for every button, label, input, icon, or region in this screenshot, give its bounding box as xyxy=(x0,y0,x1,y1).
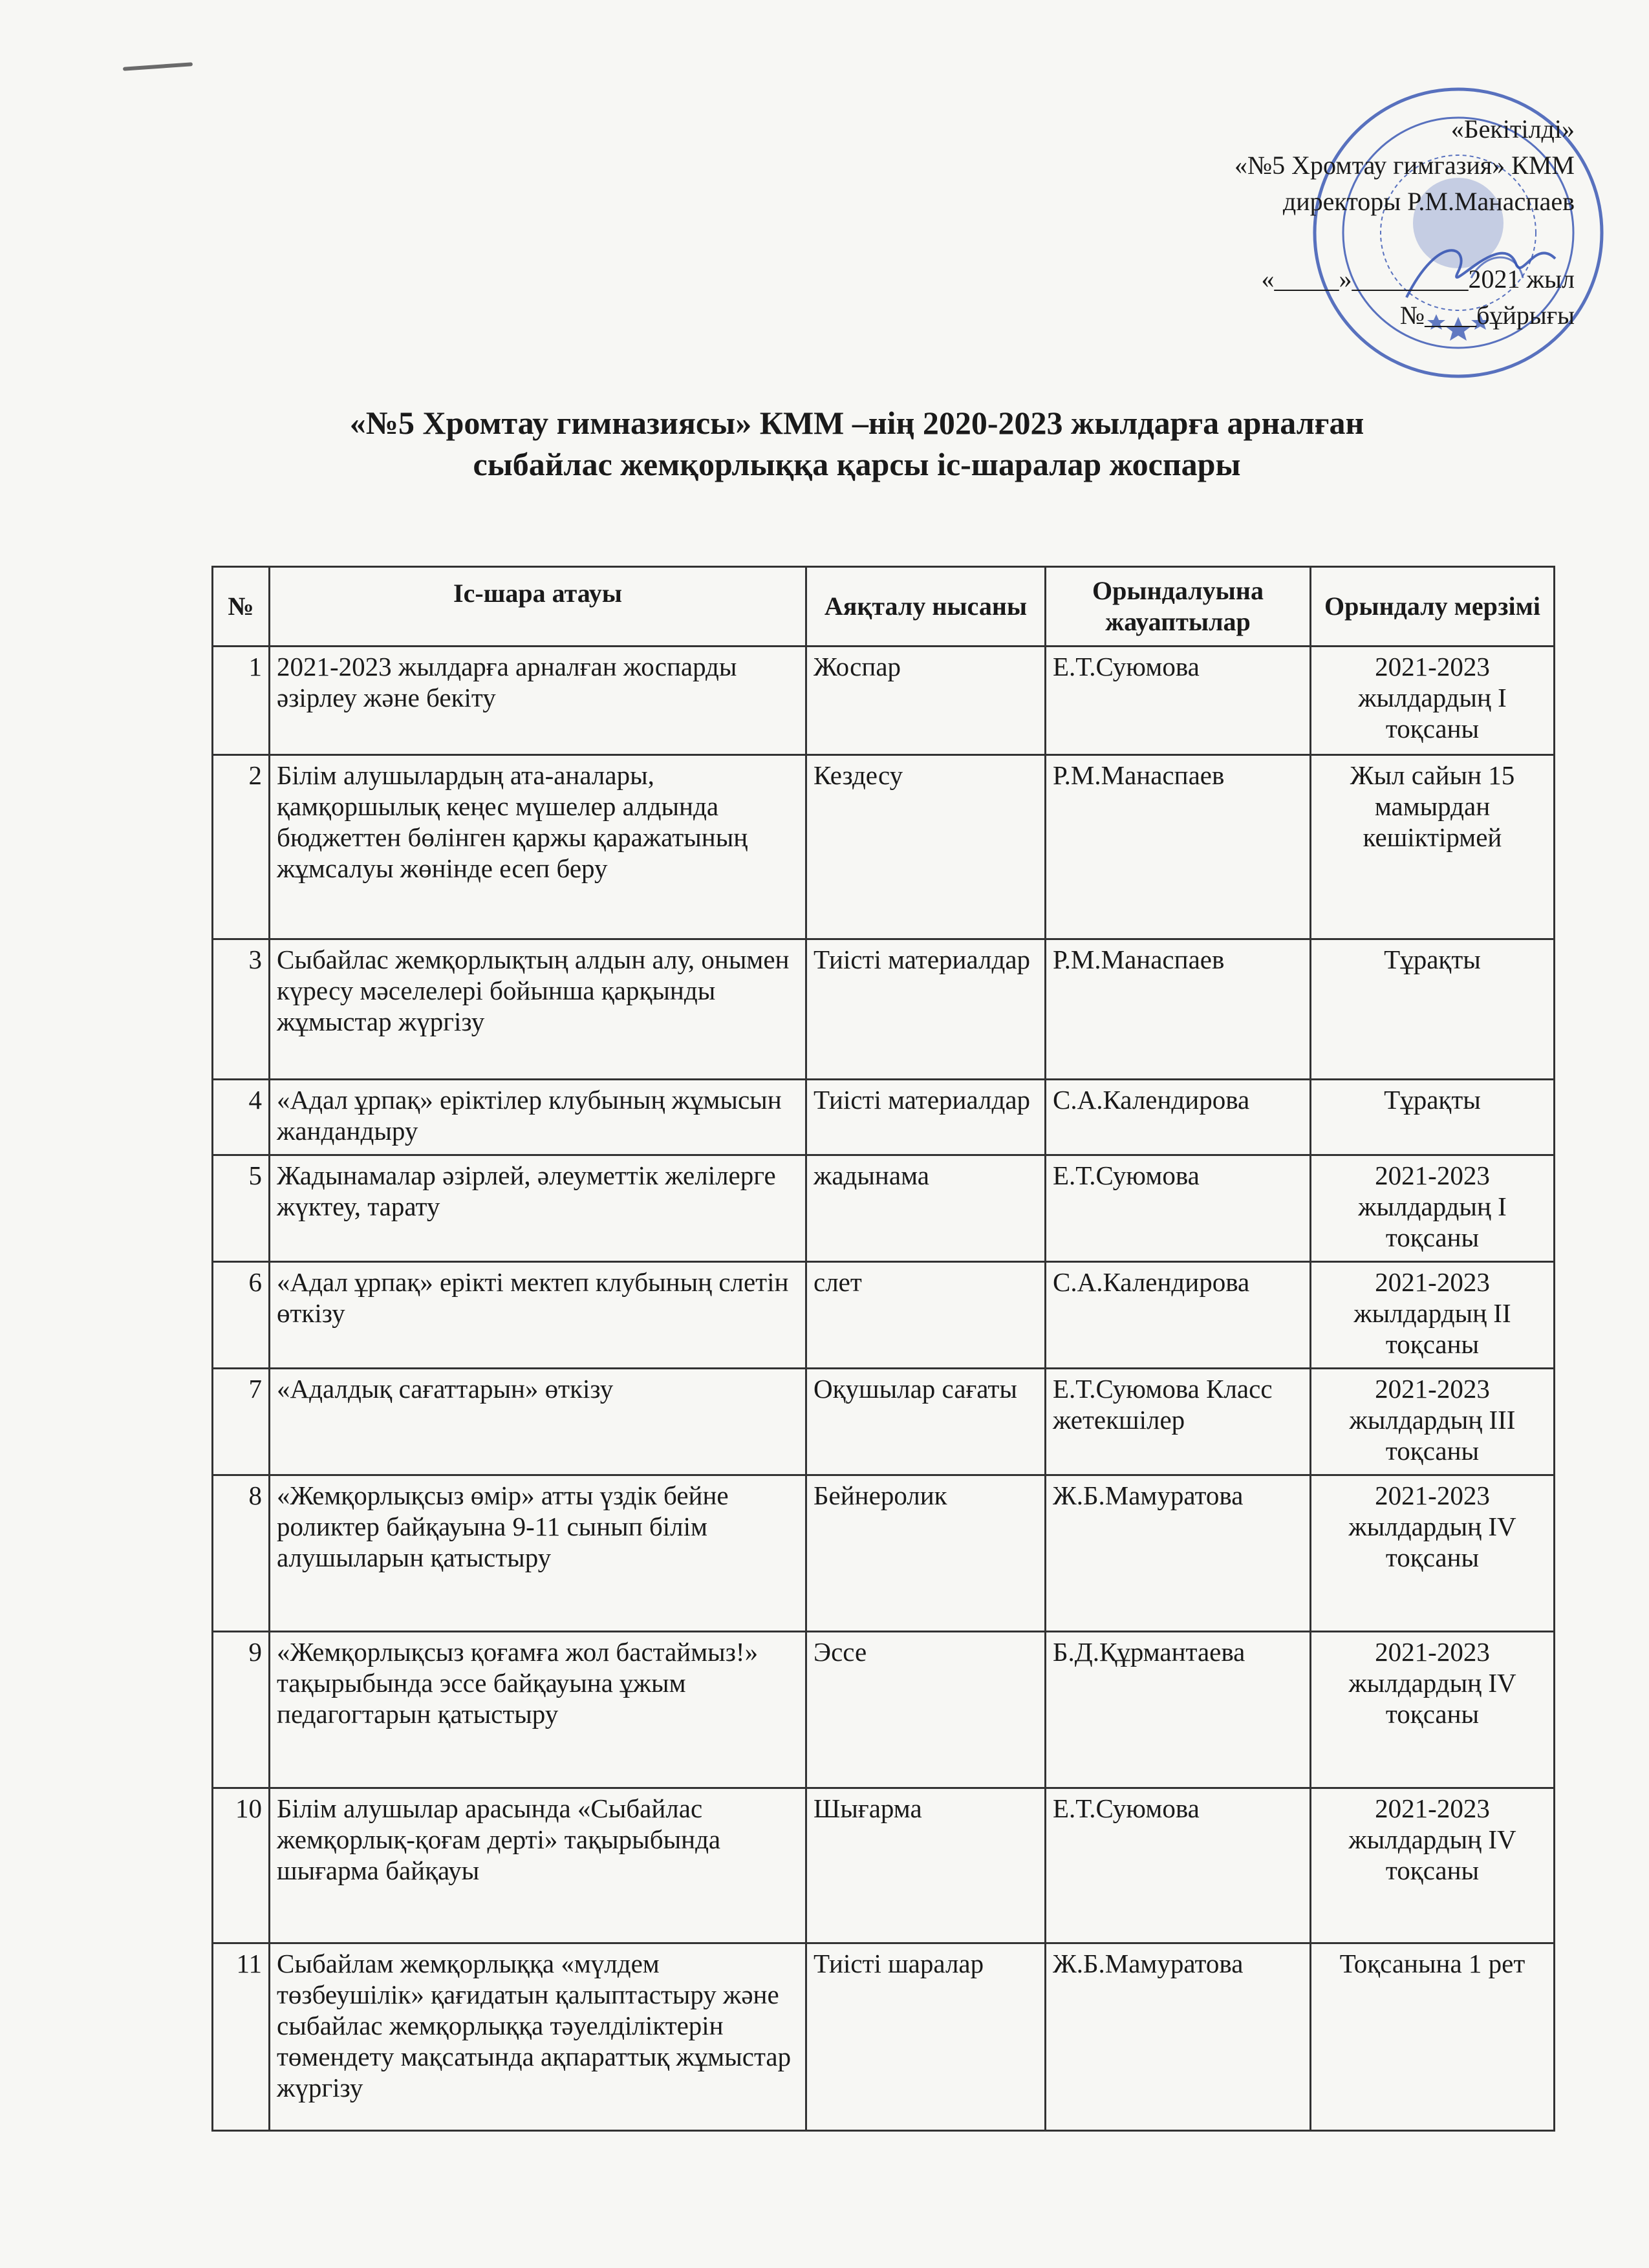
row-deadline: 2021-2023 жылдардың ІІІ тоқсаны xyxy=(1311,1369,1555,1475)
row-number: 2 xyxy=(213,755,270,939)
header-name: Іс-шара атауы xyxy=(270,567,806,647)
row-activity-name: «Жемқорлықсыз өмір» атты үздік бейне роликтер байқауына 9-11 сынып білім алушыларын қатыстыру xyxy=(270,1475,806,1632)
row-number: 11 xyxy=(213,1943,270,2131)
row-deadline: 2021-2023 жылдардың І тоқсаны xyxy=(1311,1155,1555,1262)
row-number: 4 xyxy=(213,1080,270,1155)
table-row xyxy=(213,1475,1555,1632)
row-deadline: 2021-2023 жылдардың ІV тоқсаны xyxy=(1311,1475,1555,1632)
row-completion-form: Оқушылар сағаты xyxy=(806,1369,1046,1475)
title-line-2: сыбайлас жемқорлыққа қарсы іс-шаралар жоспары xyxy=(473,446,1241,482)
approval-director: директоры Р.М.Манаспаев xyxy=(1282,187,1575,216)
table-header-row xyxy=(213,567,1555,647)
row-activity-name: Білім алушылардың ата-аналары, қамқоршылық кеңес мүшелер алдында бюджеттен бөлінген қаржы қаражатының жұмсалуы жөнінде есеп беру xyxy=(270,755,806,939)
row-activity-name: Жадынамалар әзірлей, әлеуметтік желілерге жүктеу, тарату xyxy=(270,1155,806,1262)
approval-date: «_____»_________2021 жыл xyxy=(1261,264,1575,294)
row-activity-name: «Жемқорлықсыз қоғамға жол бастаймыз!» тақырыбында эссе байқауына ұжым педагогтарын қатыстыру xyxy=(270,1632,806,1788)
row-deadline: Тұрақты xyxy=(1311,939,1555,1080)
table-row xyxy=(213,1632,1555,1788)
approval-order-number: №____бұйрығы xyxy=(1399,301,1575,330)
table-row xyxy=(213,1155,1555,1262)
row-responsible: Е.Т.Суюмова xyxy=(1046,1788,1311,1943)
approval-block xyxy=(928,111,1575,334)
row-completion-form: Тиісті материалдар xyxy=(806,1080,1046,1155)
row-number: 5 xyxy=(213,1155,270,1262)
table-body xyxy=(213,647,1555,2131)
table-row xyxy=(213,647,1555,755)
row-completion-form: Жоспар xyxy=(806,647,1046,755)
row-deadline: 2021-2023 жылдардың І тоқсаны xyxy=(1311,647,1555,755)
scan-mark xyxy=(123,62,193,71)
row-responsible: Р.М.Манаспаев xyxy=(1046,939,1311,1080)
row-responsible: Р.М.Манаспаев xyxy=(1046,755,1311,939)
table-row xyxy=(213,939,1555,1080)
approval-organization: «№5 Хромтау гимгазия» КММ xyxy=(1234,151,1575,180)
row-activity-name: «Адал ұрпақ» ерікті мектеп клубының слетін өткізу xyxy=(270,1262,806,1369)
row-activity-name: Сыбайлас жемқорлықтың алдын алу, онымен күресу мәселелері бойынша қарқынды жұмыстар жүргізу xyxy=(270,939,806,1080)
row-completion-form: слет xyxy=(806,1262,1046,1369)
document-title xyxy=(194,402,1520,485)
table-row xyxy=(213,1080,1555,1155)
header-responsible: Орындалуына жауаптылар xyxy=(1046,567,1311,647)
row-responsible: Б.Д.Құрмантаева xyxy=(1046,1632,1311,1788)
row-number: 7 xyxy=(213,1369,270,1475)
row-number: 1 xyxy=(213,647,270,755)
row-number: 6 xyxy=(213,1262,270,1369)
row-completion-form: Эссе xyxy=(806,1632,1046,1788)
row-activity-name: «Адалдық сағаттарын» өткізу xyxy=(270,1369,806,1475)
title-line-1: «№5 Хромтау гимназиясы» КММ –нің 2020-2023 жылдарға арналған xyxy=(349,405,1364,441)
header-form: Аяқталу нысаны xyxy=(806,567,1046,647)
row-activity-name: 2021-2023 жылдарға арналған жоспарды әзірлеу және бекіту xyxy=(270,647,806,755)
row-completion-form: жадынама xyxy=(806,1155,1046,1262)
row-deadline: 2021-2023 жылдардың ІІ тоқсаны xyxy=(1311,1262,1555,1369)
row-responsible: Ж.Б.Мамуратова xyxy=(1046,1943,1311,2131)
row-responsible: Е.Т.Суюмова xyxy=(1046,1155,1311,1262)
row-deadline: Тоқсанына 1 рет xyxy=(1311,1943,1555,2131)
header-num: № xyxy=(213,567,270,647)
row-deadline: 2021-2023 жылдардың ІV тоқсаны xyxy=(1311,1632,1555,1788)
table-row xyxy=(213,755,1555,939)
plan-table xyxy=(211,566,1555,2132)
row-completion-form: Тиісті шаралар xyxy=(806,1943,1046,2131)
row-responsible: С.А.Календирова xyxy=(1046,1262,1311,1369)
row-completion-form: Бейнеролик xyxy=(806,1475,1046,1632)
row-completion-form: Шығарма xyxy=(806,1788,1046,1943)
table-row xyxy=(213,1943,1555,2131)
header-deadline: Орындалу мерзімі xyxy=(1311,567,1555,647)
row-responsible: Е.Т.Суюмова Класс жетекшілер xyxy=(1046,1369,1311,1475)
row-deadline: 2021-2023 жылдардың ІV тоқсаны xyxy=(1311,1788,1555,1943)
row-completion-form: Кездесу xyxy=(806,755,1046,939)
row-responsible: С.А.Календирова xyxy=(1046,1080,1311,1155)
table-row xyxy=(213,1262,1555,1369)
row-responsible: Ж.Б.Мамуратова xyxy=(1046,1475,1311,1632)
row-deadline: Жыл сайын 15 мамырдан кешіктірмей xyxy=(1311,755,1555,939)
row-activity-name: Білім алушылар арасында «Сыбайлас жемқорлық-қоғам дерті» тақырыбында шығарма байқауы xyxy=(270,1788,806,1943)
row-completion-form: Тиісті материалдар xyxy=(806,939,1046,1080)
row-number: 9 xyxy=(213,1632,270,1788)
row-number: 10 xyxy=(213,1788,270,1943)
row-activity-name: «Адал ұрпақ» еріктілер клубының жұмысын жандандыру xyxy=(270,1080,806,1155)
row-responsible: Е.Т.Суюмова xyxy=(1046,647,1311,755)
row-number: 3 xyxy=(213,939,270,1080)
row-deadline: Тұрақты xyxy=(1311,1080,1555,1155)
row-number: 8 xyxy=(213,1475,270,1632)
row-activity-name: Сыбайлам жемқорлыққа «мүлдем төзбеушілік» қағидатын қалыптастыру және сыбайлас жемқорлыққа тәуелділіктерін төмендету мақсатында ақпараттық жұмыстар жүргізу xyxy=(270,1943,806,2131)
table-row xyxy=(213,1369,1555,1475)
approval-heading: «Бекітілді» xyxy=(1450,114,1575,144)
table-row xyxy=(213,1788,1555,1943)
